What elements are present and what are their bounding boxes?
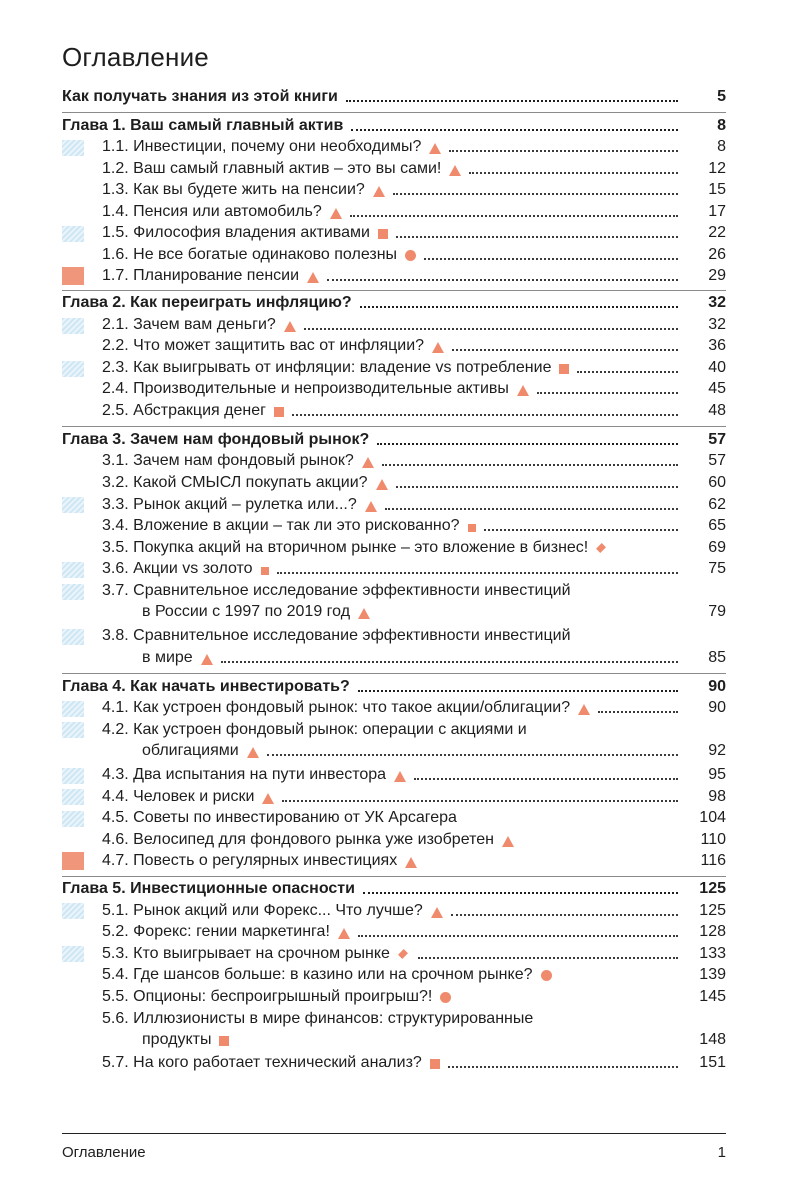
margin-tint-marker [62,722,84,738]
toc-entry[interactable] [102,900,726,921]
leader-dots [385,508,678,510]
leader-dots [459,1000,678,1002]
toc-entry[interactable] [102,179,726,200]
toc-entry[interactable] [102,829,726,850]
triangle-marker-icon [365,501,377,512]
toc-entry-continuation[interactable] [142,740,726,761]
entry-page: 145 [699,988,726,1005]
entry-title: Два испытания на пути инвестора [133,766,387,783]
entry-title: Акции vs золото [133,560,253,577]
chapter-5-heading[interactable] [62,878,726,899]
entry-page: 95 [708,766,726,783]
entry-number: 3.3. [102,496,129,513]
footer-page-number: 1 [717,1144,726,1161]
triangle-marker-icon [358,608,370,619]
triangle-marker-icon [432,342,444,353]
footer-divider [62,1133,726,1134]
toc-entry[interactable] [102,357,726,378]
circle-marker-icon [405,250,416,261]
triangle-marker-icon [330,208,342,219]
entry-title: Опционы: беспроигрышный проигрыш?! [133,988,433,1005]
toc-entry[interactable] [102,807,726,828]
toc-entry[interactable] [102,964,726,985]
triangle-marker-icon [307,272,319,283]
section-divider [62,426,726,427]
toc-entry[interactable] [102,472,726,493]
entry-title: Как выигрывать от инфляции: владение vs потребление [133,359,552,376]
entry-title: Абстракция денег [133,402,266,419]
entry-title: Как получать знания из этой книги [62,88,338,105]
chapter-page: 8 [717,117,726,134]
leader-dots [237,1043,678,1045]
margin-tint-marker [62,768,84,784]
entry-page: 32 [708,316,726,333]
leader-dots [396,486,678,488]
triangle-marker-icon [338,928,350,939]
chapter-page: 57 [708,431,726,448]
diamond-marker-icon [398,949,408,959]
entry-title: Пенсия или автомобиль? [133,203,322,220]
section-divider [62,673,726,674]
triangle-marker-icon [201,654,213,665]
chapter-title: Глава 2. Как переиграть инфляцию? [62,294,352,311]
entry-page: 75 [708,560,726,577]
entry-page: 12 [708,160,726,177]
triangle-marker-icon [578,704,590,715]
entry-page: 151 [699,1054,726,1071]
entry-number: 1.4. [102,203,129,220]
entry-title: Не все богатые одинаково полезны [133,246,398,263]
toc-entry[interactable] [102,558,726,579]
toc-entry[interactable] [102,719,726,740]
margin-tint-marker [62,584,84,600]
entry-page: 85 [708,649,726,666]
toc-entry[interactable] [102,378,726,399]
footer-section-label: Оглавление [62,1144,146,1161]
entry-number: 5.2. [102,923,129,940]
toc-entry[interactable] [102,158,726,179]
leader-dots [393,193,678,195]
chapter-title: Глава 1. Ваш самый главный актив [62,117,344,134]
toc-entry[interactable] [102,786,726,807]
entry-number: 5.5. [102,988,129,1005]
chapter-3-heading[interactable] [62,429,726,450]
entry-number: 1.1. [102,138,129,155]
entry-page: 26 [708,246,726,263]
margin-highlight-marker [62,267,84,285]
leader-dots [350,215,678,217]
diamond-marker-icon [596,543,606,553]
entry-page: 128 [699,923,726,940]
entry-page: 98 [708,788,726,805]
margin-tint-marker [62,361,84,377]
entry-number: 2.3. [102,359,129,376]
entry-title: Человек и риски [133,788,255,805]
toc-entry[interactable] [102,764,726,785]
leader-dots [358,935,678,937]
triangle-marker-icon [262,793,274,804]
entry-number: 5.7. [102,1054,129,1071]
leader-dots [448,1066,678,1068]
triangle-marker-icon [376,479,388,490]
entry-title: Зачем вам деньги? [133,316,276,333]
leader-dots [451,914,678,916]
toc-entry[interactable] [102,450,726,471]
leader-dots [616,551,678,553]
entry-page: 40 [708,359,726,376]
entry-title: Какой СМЫСЛ покупать акции? [133,474,368,491]
leader-dots [469,172,678,174]
entry-title: Сравнительное исследование эффективности инвестиций [133,582,571,599]
leader-dots [358,690,678,692]
margin-tint-marker [62,226,84,242]
toc-entry[interactable] [102,850,726,871]
entry-title: Рынок акций или Форекс... Что лучше? [133,902,423,919]
toc-entry[interactable] [102,515,726,536]
toc-entry[interactable] [102,335,726,356]
entry-page: 110 [700,831,726,848]
toc-entry[interactable] [102,921,726,942]
entry-number: 2.1. [102,316,129,333]
triangle-marker-icon [429,143,441,154]
entry-number: 1.5. [102,224,129,241]
triangle-marker-icon [284,321,296,332]
entry-page: 15 [708,181,726,198]
toc-entry[interactable] [102,201,726,222]
leader-dots [351,129,678,131]
leader-dots [577,371,678,373]
margin-tint-marker [62,946,84,962]
entry-number: 3.2. [102,474,129,491]
entry-number: 5.4. [102,966,129,983]
toc-entry[interactable] [102,314,726,335]
triangle-marker-icon [247,747,259,758]
entry-page: 125 [699,902,726,919]
entry-number: 3.4. [102,517,129,534]
margin-highlight-marker [62,852,84,870]
section-divider [62,112,726,113]
entry-page: 133 [699,945,726,962]
page-title: Оглавление [62,42,209,72]
leader-dots [396,236,678,238]
leader-dots [418,957,678,959]
entry-number: 4.6. [102,831,129,848]
toc-intro-entry[interactable] [62,86,726,107]
entry-title-continued: облигациями [142,742,239,759]
entry-page: 92 [708,742,726,759]
entry-title: Производительные и непроизводительные активы [133,380,509,397]
entry-number: 3.6. [102,560,129,577]
entry-title: Как устроен фондовый рынок: операции с акциями и [133,721,527,738]
entry-title: Ваш самый главный актив – это вы сами! [133,160,442,177]
entry-number: 1.6. [102,246,129,263]
leader-dots [452,349,678,351]
leader-dots [363,892,678,894]
entry-title: Где шансов больше: в казино или на срочном рынке? [133,966,533,983]
entry-title: Сравнительное исследование эффективности инвестиций [133,627,571,644]
leader-dots [484,529,678,531]
circle-marker-icon [440,992,451,1003]
section-divider [62,876,726,877]
leader-dots [465,821,678,823]
margin-tint-marker [62,562,84,578]
entry-title-continued: в России с 1997 по 2019 год [142,603,351,620]
square-marker-icon [219,1036,229,1046]
leader-dots [414,778,678,780]
square-marker-icon [468,524,476,532]
entry-number: 4.4. [102,788,129,805]
chapter-title: Глава 3. Зачем нам фондовый рынок? [62,431,370,448]
entry-page: 116 [700,852,726,869]
entry-title: На кого работает технический анализ? [133,1054,422,1071]
entry-number: 5.1. [102,902,129,919]
margin-tint-marker [62,903,84,919]
entry-title: Кто выигрывает на срочном рынке [133,945,390,962]
entry-number: 1.7. [102,267,129,284]
entry-number: 3.5. [102,539,129,556]
toc-entry[interactable] [102,400,726,421]
entry-page: 36 [708,337,726,354]
entry-number: 2.5. [102,402,129,419]
margin-tint-marker [62,140,84,156]
leader-dots [382,464,678,466]
entry-page: 29 [708,267,726,284]
margin-tint-marker [62,701,84,717]
chapter-1-heading[interactable] [62,115,726,136]
chapter-page: 90 [708,678,726,695]
entry-page: 79 [708,603,726,620]
square-marker-icon [430,1059,440,1069]
entry-page: 148 [699,1031,726,1048]
entry-title: Рынок акций – рулетка или...? [133,496,357,513]
entry-number: 4.5. [102,809,129,826]
square-marker-icon [559,364,569,374]
triangle-marker-icon [502,836,514,847]
entry-title: Повесть о регулярных инвестициях [133,852,398,869]
entry-title: Как устроен фондовый рынок: что такое акции/облигации? [133,699,571,716]
chapter-title: Глава 5. Инвестиционные опасности [62,880,355,897]
entry-page: 104 [699,809,726,826]
toc-entry[interactable] [102,697,726,718]
entry-title: Планирование пенсии [133,267,300,284]
leader-dots [425,864,678,866]
square-marker-icon [261,567,269,575]
margin-tint-marker [62,629,84,645]
entry-page: 65 [708,517,726,534]
entry-number: 4.1. [102,699,129,716]
leader-dots [522,843,678,845]
toc-entry[interactable] [102,986,726,1007]
entry-page: 17 [708,203,726,220]
entry-page: 90 [708,699,726,716]
chapter-page: 125 [699,880,726,897]
leader-dots [424,258,678,260]
toc-entry[interactable] [102,136,726,157]
square-marker-icon [378,229,388,239]
entry-page: 8 [717,138,726,155]
entry-number: 1.2. [102,160,129,177]
entry-page: 139 [699,966,726,983]
leader-dots [267,754,678,756]
chapter-4-heading[interactable] [62,676,726,697]
toc-entry[interactable] [102,244,726,265]
triangle-marker-icon [517,385,529,396]
entry-number: 4.2. [102,721,129,738]
leader-dots [221,661,678,663]
toc-entry[interactable] [102,625,726,646]
entry-page: 60 [708,474,726,491]
toc-entry[interactable] [102,222,726,243]
leader-dots [304,328,678,330]
section-divider [62,290,726,291]
entry-number: 4.7. [102,852,129,869]
margin-tint-marker [62,811,84,827]
entry-page: 5 [717,88,726,105]
toc-entry[interactable] [102,1008,726,1029]
entry-page: 45 [708,380,726,397]
toc-entry-continuation[interactable] [142,601,726,622]
entry-title: Как вы будете жить на пенсии? [133,181,365,198]
entry-number: 2.4. [102,380,129,397]
toc-entry[interactable] [102,265,726,286]
toc-entry-continuation[interactable] [142,1029,726,1050]
toc-entry[interactable] [102,494,726,515]
chapter-title: Глава 4. Как начать инвестировать? [62,678,350,695]
leader-dots [346,100,678,102]
table-of-contents [62,0,726,1200]
leader-dots [377,443,678,445]
triangle-marker-icon [362,457,374,468]
triangle-marker-icon [373,186,385,197]
entry-number: 2.2. [102,337,129,354]
circle-marker-icon [541,970,552,981]
leader-dots [360,306,678,308]
entry-number: 3.7. [102,582,129,599]
leader-dots [282,800,678,802]
leader-dots [449,150,678,152]
entry-title: Инвестиции, почему они необходимы? [133,138,422,155]
toc-entry[interactable] [102,537,726,558]
entry-page: 62 [708,496,726,513]
triangle-marker-icon [431,907,443,918]
leader-dots [537,392,678,394]
square-marker-icon [274,407,284,417]
margin-tint-marker [62,497,84,513]
leader-dots [277,572,678,574]
triangle-marker-icon [394,771,406,782]
leader-dots [598,711,678,713]
toc-entry[interactable] [102,1052,726,1073]
toc-entry-continuation[interactable] [142,647,726,668]
leader-dots [292,414,678,416]
entry-page: 22 [708,224,726,241]
triangle-marker-icon [449,165,461,176]
entry-number: 4.3. [102,766,129,783]
entry-number: 5.6. [102,1010,129,1027]
entry-page: 48 [708,402,726,419]
triangle-marker-icon [405,857,417,868]
entry-page: 69 [708,539,726,556]
entry-title-continued: продукты [142,1031,212,1048]
entry-title: Что может защитить вас от инфляции? [133,337,425,354]
chapter-page: 32 [708,294,726,311]
entry-title: Иллюзионисты в мире финансов: структурированные [133,1010,534,1027]
entry-title: Философия владения активами [133,224,370,241]
entry-number: 1.3. [102,181,129,198]
leader-dots [560,978,679,980]
toc-entry[interactable] [102,580,726,601]
entry-title: Зачем нам фондовый рынок? [133,452,354,469]
chapter-2-heading[interactable] [62,292,726,313]
entry-number: 3.8. [102,627,129,644]
entry-number: 5.3. [102,945,129,962]
toc-entry[interactable] [102,943,726,964]
entry-title: Велосипед для фондового рынка уже изобретен [133,831,494,848]
entry-number: 3.1. [102,452,129,469]
leader-dots [378,615,678,617]
margin-tint-marker [62,318,84,334]
entry-title-continued: в мире [142,649,193,666]
leader-dots [327,279,678,281]
entry-title: Форекс: гении маркетинга! [133,923,330,940]
entry-title: Покупка акций на вторичном рынке – это вложение в бизнес! [133,539,589,556]
entry-title: Советы по инвестированию от УК Арсагера [133,809,457,826]
margin-tint-marker [62,789,84,805]
entry-title: Вложение в акции – так ли это рискованно? [133,517,460,534]
entry-page: 57 [708,452,726,469]
